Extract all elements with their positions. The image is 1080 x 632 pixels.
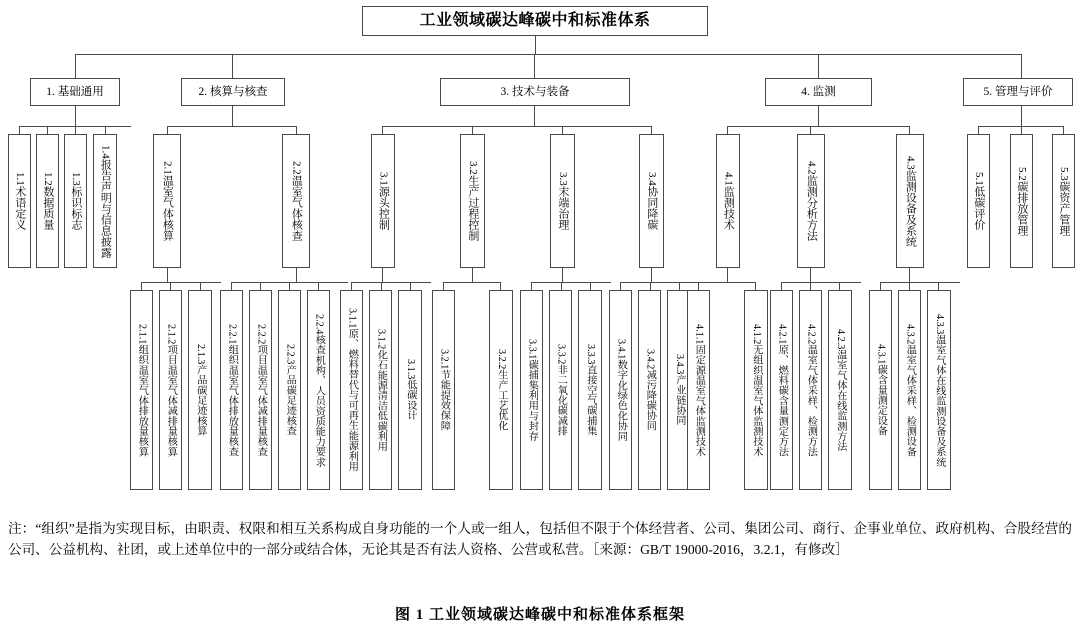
connector-g33-drop-2 [561,282,562,290]
l3-node-4-2-1: 4.2.1原、燃料碳含量测定方法 [770,290,793,490]
l3-node-4-2-2: 4.2.2温室气体采样、检测方法 [799,290,822,490]
connector-g1-drop-4 [105,126,106,134]
l1-node-3-technology: 3. 技术与装备 [440,78,630,106]
l3-node-2-2-1: 2.2.1组织温室气体排放量核查 [220,290,243,490]
connector-l1-drop-4 [818,54,819,78]
connector-g22-drop-3 [289,282,290,290]
l3-node-2-1-3: 2.1.3产品碳足迹核算 [188,290,212,490]
root-node: 工业领域碳达峰碳中和标准体系 [362,6,708,36]
connector-g2-bus [167,126,297,127]
connector-g33-drop-1 [531,282,532,290]
connector-g32-drop-2 [500,282,501,290]
connector-g21-bus [141,282,221,283]
l2-node-1-1: 1.1术语定义 [8,134,31,268]
connector-l1-drop-5 [1021,54,1022,78]
figure-caption: 图 1 工业领域碳达峰碳中和标准体系框架 [394,607,685,623]
connector-g42-drop-1 [781,282,782,290]
connector-g4-stem [818,106,819,126]
connector-g34-drop-2 [650,282,651,290]
connector-l1-drop-3 [534,54,535,78]
connector-g2-stem [232,106,233,126]
connector-g1-drop-2 [47,126,48,134]
connector-g33-drop-3 [590,282,591,290]
l3-node-4-1-1: 4.1.1固定源温室气体监测技术 [687,290,710,490]
connector-g34-drop-1 [620,282,621,290]
connector-g3-drop-4 [651,126,652,134]
connector-g1-drop-1 [19,126,20,134]
connector-g21-drop-1 [141,282,142,290]
l3-node-3-1-2: 3.1.2化石能源清洁低碳利用 [369,290,392,490]
l1-node-4-monitoring: 4. 监测 [765,78,872,106]
l3-node-3-4-3: 3.4.3产业链协同 [667,290,691,490]
connector-g34-stem [651,268,652,282]
l3-node-3-3-2: 3.3.2非二氧化碳减排 [549,290,572,490]
l2-node-4-3: 4.3监测设备及系统 [896,134,924,268]
connector-root-stem [535,36,536,54]
connector-g3-drop-1 [382,126,383,134]
connector-g5-drop-3 [1063,126,1064,134]
l2-node-3-2: 3.2生产过程控制 [460,134,485,268]
connector-g3-drop-3 [562,126,563,134]
l2-node-2-2: 2.2温室气体核查 [282,134,310,268]
connector-g43-drop-1 [880,282,881,290]
connector-g2-drop-2 [296,126,297,134]
connector-g41-bus [698,282,756,283]
l3-node-4-2-3: 4.2.3温室气体在线监测方法 [828,290,852,490]
connector-g4-drop-3 [909,126,910,134]
l3-node-3-1-3: 3.1.3低碳设计 [398,290,422,490]
l3-node-4-3-3: 4.3.3温室气体在线监测设备及系统 [927,290,951,490]
connector-g33-bus [531,282,611,283]
connector-g42-bus [781,282,861,283]
connector-g32-drop-1 [443,282,444,290]
l3-node-3-2-1: 3.2.1节能提效保障 [432,290,455,490]
l3-node-3-4-2: 3.4.2减污降碳协同 [638,290,661,490]
l3-node-2-2-3: 2.2.3产品碳足迹核查 [278,290,301,490]
connector-g43-drop-2 [909,282,910,290]
connector-g31-drop-3 [410,282,411,290]
connector-g1-stem [75,106,76,126]
l3-node-3-3-3: 3.3.3直接空气碳捕集 [578,290,602,490]
connector-g43-drop-3 [938,282,939,290]
connector-g22-drop-1 [231,282,232,290]
l2-node-5-1: 5.1低碳评价 [967,134,990,268]
connector-g2-drop-1 [167,126,168,134]
connector-g4-drop-2 [810,126,811,134]
l2-node-1-2: 1.2数据质量 [36,134,59,268]
connector-g32-stem [472,268,473,282]
connector-g43-bus [880,282,960,283]
l3-node-2-2-2: 2.2.2项目温室气体减排量核查 [249,290,272,490]
connector-g5-drop-2 [1021,126,1022,134]
connector-g31-bus [351,282,431,283]
connector-g1-drop-3 [75,126,76,134]
l3-node-2-2-4: 2.2.4核查机构、人员资质能力要求 [307,290,330,490]
connector-g21-drop-3 [200,282,201,290]
l3-node-4-1-2: 4.1.2无组织温室气体监测技术 [744,290,768,490]
l2-node-3-1: 3.1源头控制 [371,134,395,268]
l3-node-3-3-1: 3.3.1碳捕集利用与封存 [520,290,543,490]
connector-g31-drop-1 [351,282,352,290]
connector-g5-drop-1 [978,126,979,134]
connector-g42-drop-2 [810,282,811,290]
l2-node-1-3: 1.3标识标志 [64,134,87,268]
l3-node-4-3-1: 4.3.1碳含量测定设备 [869,290,892,490]
connector-g21-stem [167,268,168,282]
connector-g22-drop-2 [260,282,261,290]
connector-g5-stem [1021,106,1022,126]
l2-node-3-4: 3.4协同降碳 [639,134,664,268]
l2-node-1-4: 1.4报告声明与信息披露 [93,134,117,268]
connector-g41-stem [727,268,728,282]
l3-node-2-1-1: 2.1.1组织温室气体排放量核算 [130,290,153,490]
connector-l1-drop-2 [232,54,233,78]
connector-g3-drop-2 [472,126,473,134]
l3-node-4-3-2: 4.3.2温室气体采样、检测设备 [898,290,921,490]
connector-g31-drop-2 [381,282,382,290]
l3-node-3-4-1: 3.4.1数字化绿色化协同 [609,290,632,490]
l2-node-5-2: 5.2碳排放管理 [1010,134,1033,268]
connector-g41-drop-1 [698,282,699,290]
connector-g22-drop-4 [318,282,319,290]
figure-note: 注：“组织”是指为实现目标，由职责、权限和相互关系构成自身功能的一个人或一组人，包括但不限于个体经营者、公司、集团公司、商行、企事业单位、政府机构、合股经营的公司、公益机构、社团，或上述单位中的一部分或结合体，无论其是否有法人资格、公营或私营。［来源：GB/T 19000-2016，3.2.1，有修改］ [8,521,1072,558]
connector-g42-drop-3 [839,282,840,290]
connector-g33-stem [562,268,563,282]
l1-node-2-accounting: 2. 核算与核查 [181,78,285,106]
l2-node-2-1: 2.1温室气体核算 [153,134,181,268]
connector-g34-bus [620,282,700,283]
connector-g41-drop-2 [755,282,756,290]
connector-g4-bus [727,126,910,127]
connector-root-bus [75,54,1022,55]
connector-g4-drop-1 [727,126,728,134]
connector-g32-bus [443,282,501,283]
l2-node-5-3: 5.3碳资产管理 [1052,134,1075,268]
connector-g3-stem [534,106,535,126]
l1-node-1-basic: 1. 基础通用 [30,78,120,106]
connector-g31-stem [382,268,383,282]
l2-node-3-3: 3.3末端治理 [550,134,575,268]
connector-l1-drop-1 [75,54,76,78]
l2-node-4-1: 4.1监测技术 [716,134,740,268]
connector-g43-stem [909,268,910,282]
l3-node-3-1-1: 3.1.1原、燃料替代与可再生能源利用 [340,290,363,490]
l1-node-5-management: 5. 管理与评价 [963,78,1073,106]
connector-g42-stem [810,268,811,282]
l3-node-3-2-2: 3.2.2生产工艺优化 [489,290,513,490]
l2-node-4-2: 4.2监测分析方法 [797,134,825,268]
connector-g34-drop-3 [679,282,680,290]
connector-g3-bus [382,126,652,127]
connector-g22-stem [296,268,297,282]
connector-g21-drop-2 [170,282,171,290]
l3-node-2-1-2: 2.1.2项目温室气体减排量核算 [159,290,182,490]
